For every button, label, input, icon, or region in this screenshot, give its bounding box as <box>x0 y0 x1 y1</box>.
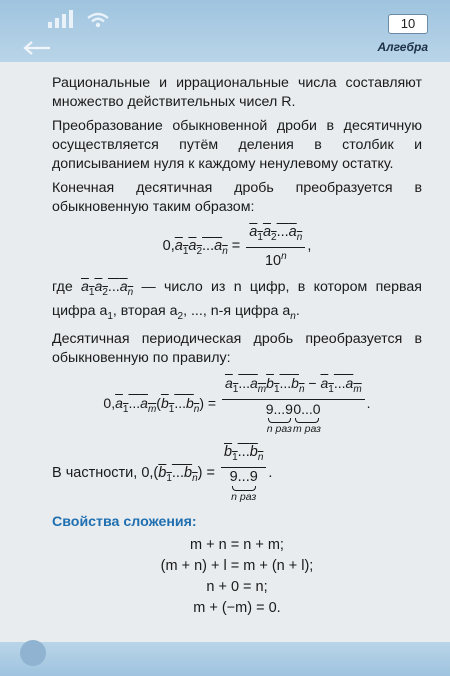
status-icons <box>48 10 109 28</box>
paragraph-fraction-conversion: Преобразование обыкновенной дроби в десятичную осуществляется путём деления в столбик и дописыванием нуля к каждому ненулевому остатку. <box>52 118 422 172</box>
n-times-label: n раз <box>266 423 292 436</box>
addition-properties-title: Свойства сложения: <box>52 514 197 531</box>
corner-tab[interactable] <box>20 640 46 666</box>
bottom-bar <box>0 642 450 676</box>
top-bar <box>0 0 450 62</box>
paragraph-digits-definition: где $a_1a_2...a_n$ — число из n цифр, в котором первая цифра $a_1$, вторая $a_2$, ..., n-я цифра $a_n$. <box>52 278 422 322</box>
property-commutative: m + n = n + m; <box>190 537 284 554</box>
paragraph-real-numbers: Рациональные и иррациональные числа составляют множество действительных чисел R. <box>52 75 422 110</box>
finite-decimal-formula: $0,a_1a_2...a_n$ = $\frac{a_1a_2...a_n}{10^n}$ , <box>162 224 312 269</box>
signal-icon <box>48 10 73 28</box>
page-content <box>52 74 422 620</box>
section-title: Алгебра <box>377 40 428 54</box>
page-number-badge: 10 <box>388 14 428 34</box>
nav-row <box>0 36 450 58</box>
property-inverse: m + (−m) = 0. <box>193 600 281 617</box>
periodic-decimal-formula: $0,a_1...a_m(b_1...b_n)$ = $a_1...a_mb_1...b_n - a_1...a_m$ 9...9 n раз 0...0 m раз . <box>103 375 371 436</box>
paragraph-finite-decimal: Конечная десятичная дробь преобразуется в обыкновенную таким образом: <box>52 180 422 215</box>
paragraph-periodic-decimal: Десятичная периодическая дробь преобразуется в обыкновенную по правилу: <box>52 331 422 367</box>
wifi-icon <box>87 12 109 28</box>
particular-case-formula: В частности, $0,(b_1...b_n)$ = $b_1...b_n$ 9...9 n раз . <box>52 444 273 504</box>
property-associative: (m + n) + l = m + (n + l); <box>160 558 314 575</box>
property-zero: n + 0 = n; <box>206 579 268 596</box>
n-times-label-2: n раз <box>231 491 257 504</box>
m-times-label: m раз <box>292 423 321 436</box>
arrow-left-icon[interactable] <box>22 40 52 56</box>
